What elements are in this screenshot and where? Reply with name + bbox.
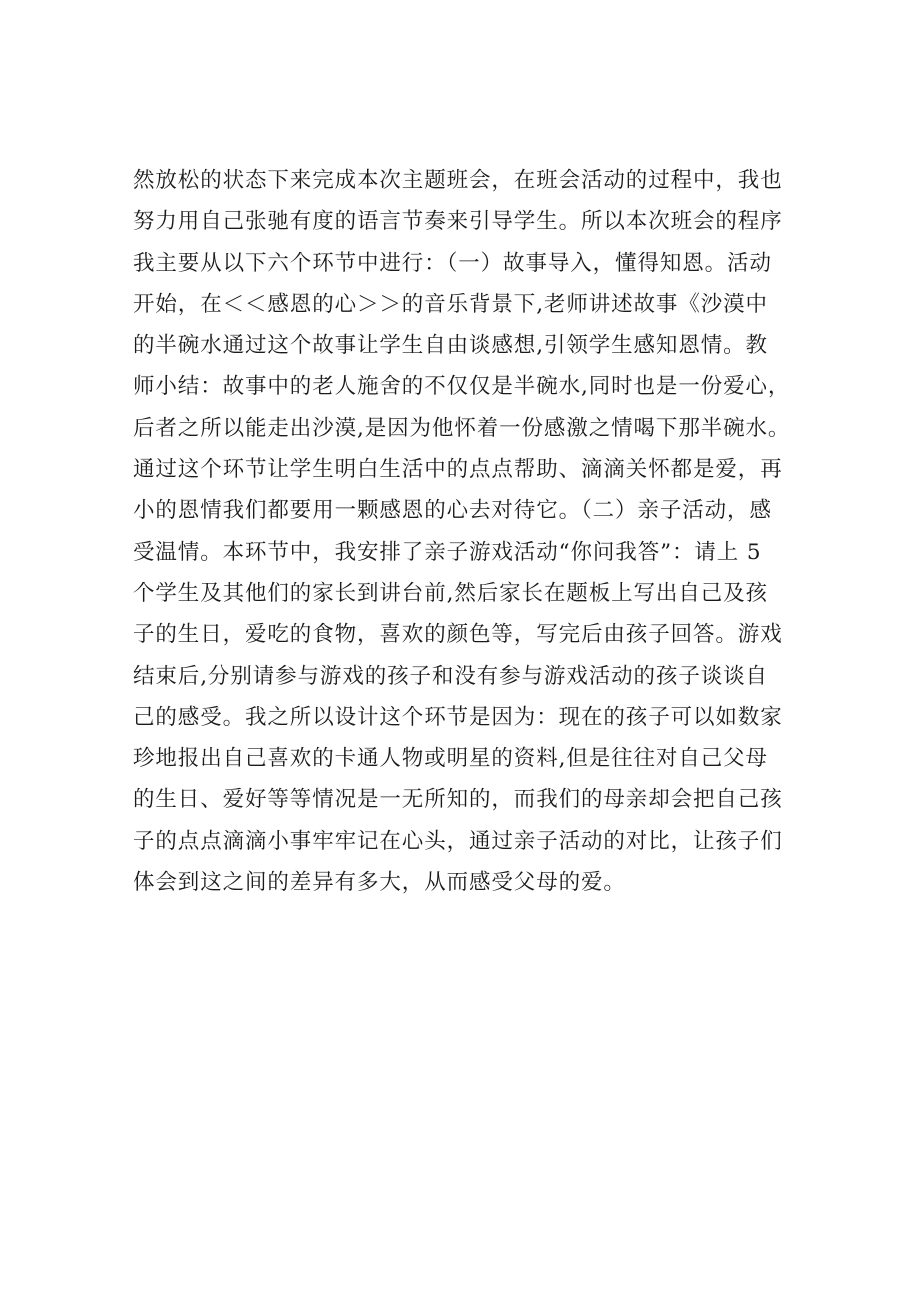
text-line: 的生日、爱好等等情况是一无所知的，而我们的母亲却会把自己孩 bbox=[133, 787, 783, 813]
body-paragraph bbox=[133, 160, 813, 903]
text-line: 后者之所以能走出沙漠,是因为他怀着一份感激之情喝下那半碗水。 bbox=[133, 415, 791, 441]
text-line: 子的生日，爱吃的食物，喜欢的颜色等，写完后由孩子回答。游戏 bbox=[133, 622, 783, 648]
text-line: 努力用自己张驰有度的语言节奏来引导学生。所以本次班会的程序 bbox=[133, 209, 783, 235]
text-line: 体会到这之间的差异有多大，从而感受父母的爱。 bbox=[133, 870, 626, 896]
text-line: 通过这个环节让学生明白生活中的点点帮助、滴滴关怀都是爱，再 bbox=[133, 457, 783, 483]
text-line: 师小结：故事中的老人施舍的不仅仅是半碗水,同时也是一份爱心， bbox=[133, 374, 791, 400]
text-line: 我主要从以下六个环节中进行：（一）故事导入，懂得知恩。活动 bbox=[133, 250, 772, 276]
text-line: 己的感受。我之所以设计这个环节是因为：现在的孩子可以如数家 bbox=[133, 704, 783, 730]
text-line: 然放松的状态下来完成本次主题班会，在班会活动的过程中，我也 bbox=[133, 168, 783, 193]
text-line: 小的恩情我们都要用一颗感恩的心去对待它。（二）亲子活动，感 bbox=[133, 498, 772, 524]
text-line: 子的点点滴滴小事牢牢记在心头，通过亲子活动的对比，让孩子们 bbox=[133, 828, 783, 854]
text-line: 开始，在＜＜感恩的心＞＞的音乐背景下,老师讲述故事《沙漠中 bbox=[133, 291, 768, 317]
text-line: 个学生及其他们的家长到讲台前,然后家长在题板上写出自己及孩 bbox=[133, 580, 768, 606]
text-line: 结束后,分别请参与游戏的孩子和没有参与游戏活动的孩子谈谈自 bbox=[133, 663, 768, 689]
text-line: 的半碗水通过这个故事让学生自由谈感想,引领学生感知恩情。教 bbox=[133, 333, 768, 359]
text-line: 受温情。本环节中，我安排了亲子游戏活动“你问我答”：请上 5 bbox=[133, 539, 762, 565]
text-line: 珍地报出自己喜欢的卡通人物或明星的资料,但是往往对自己父母 bbox=[133, 746, 768, 772]
